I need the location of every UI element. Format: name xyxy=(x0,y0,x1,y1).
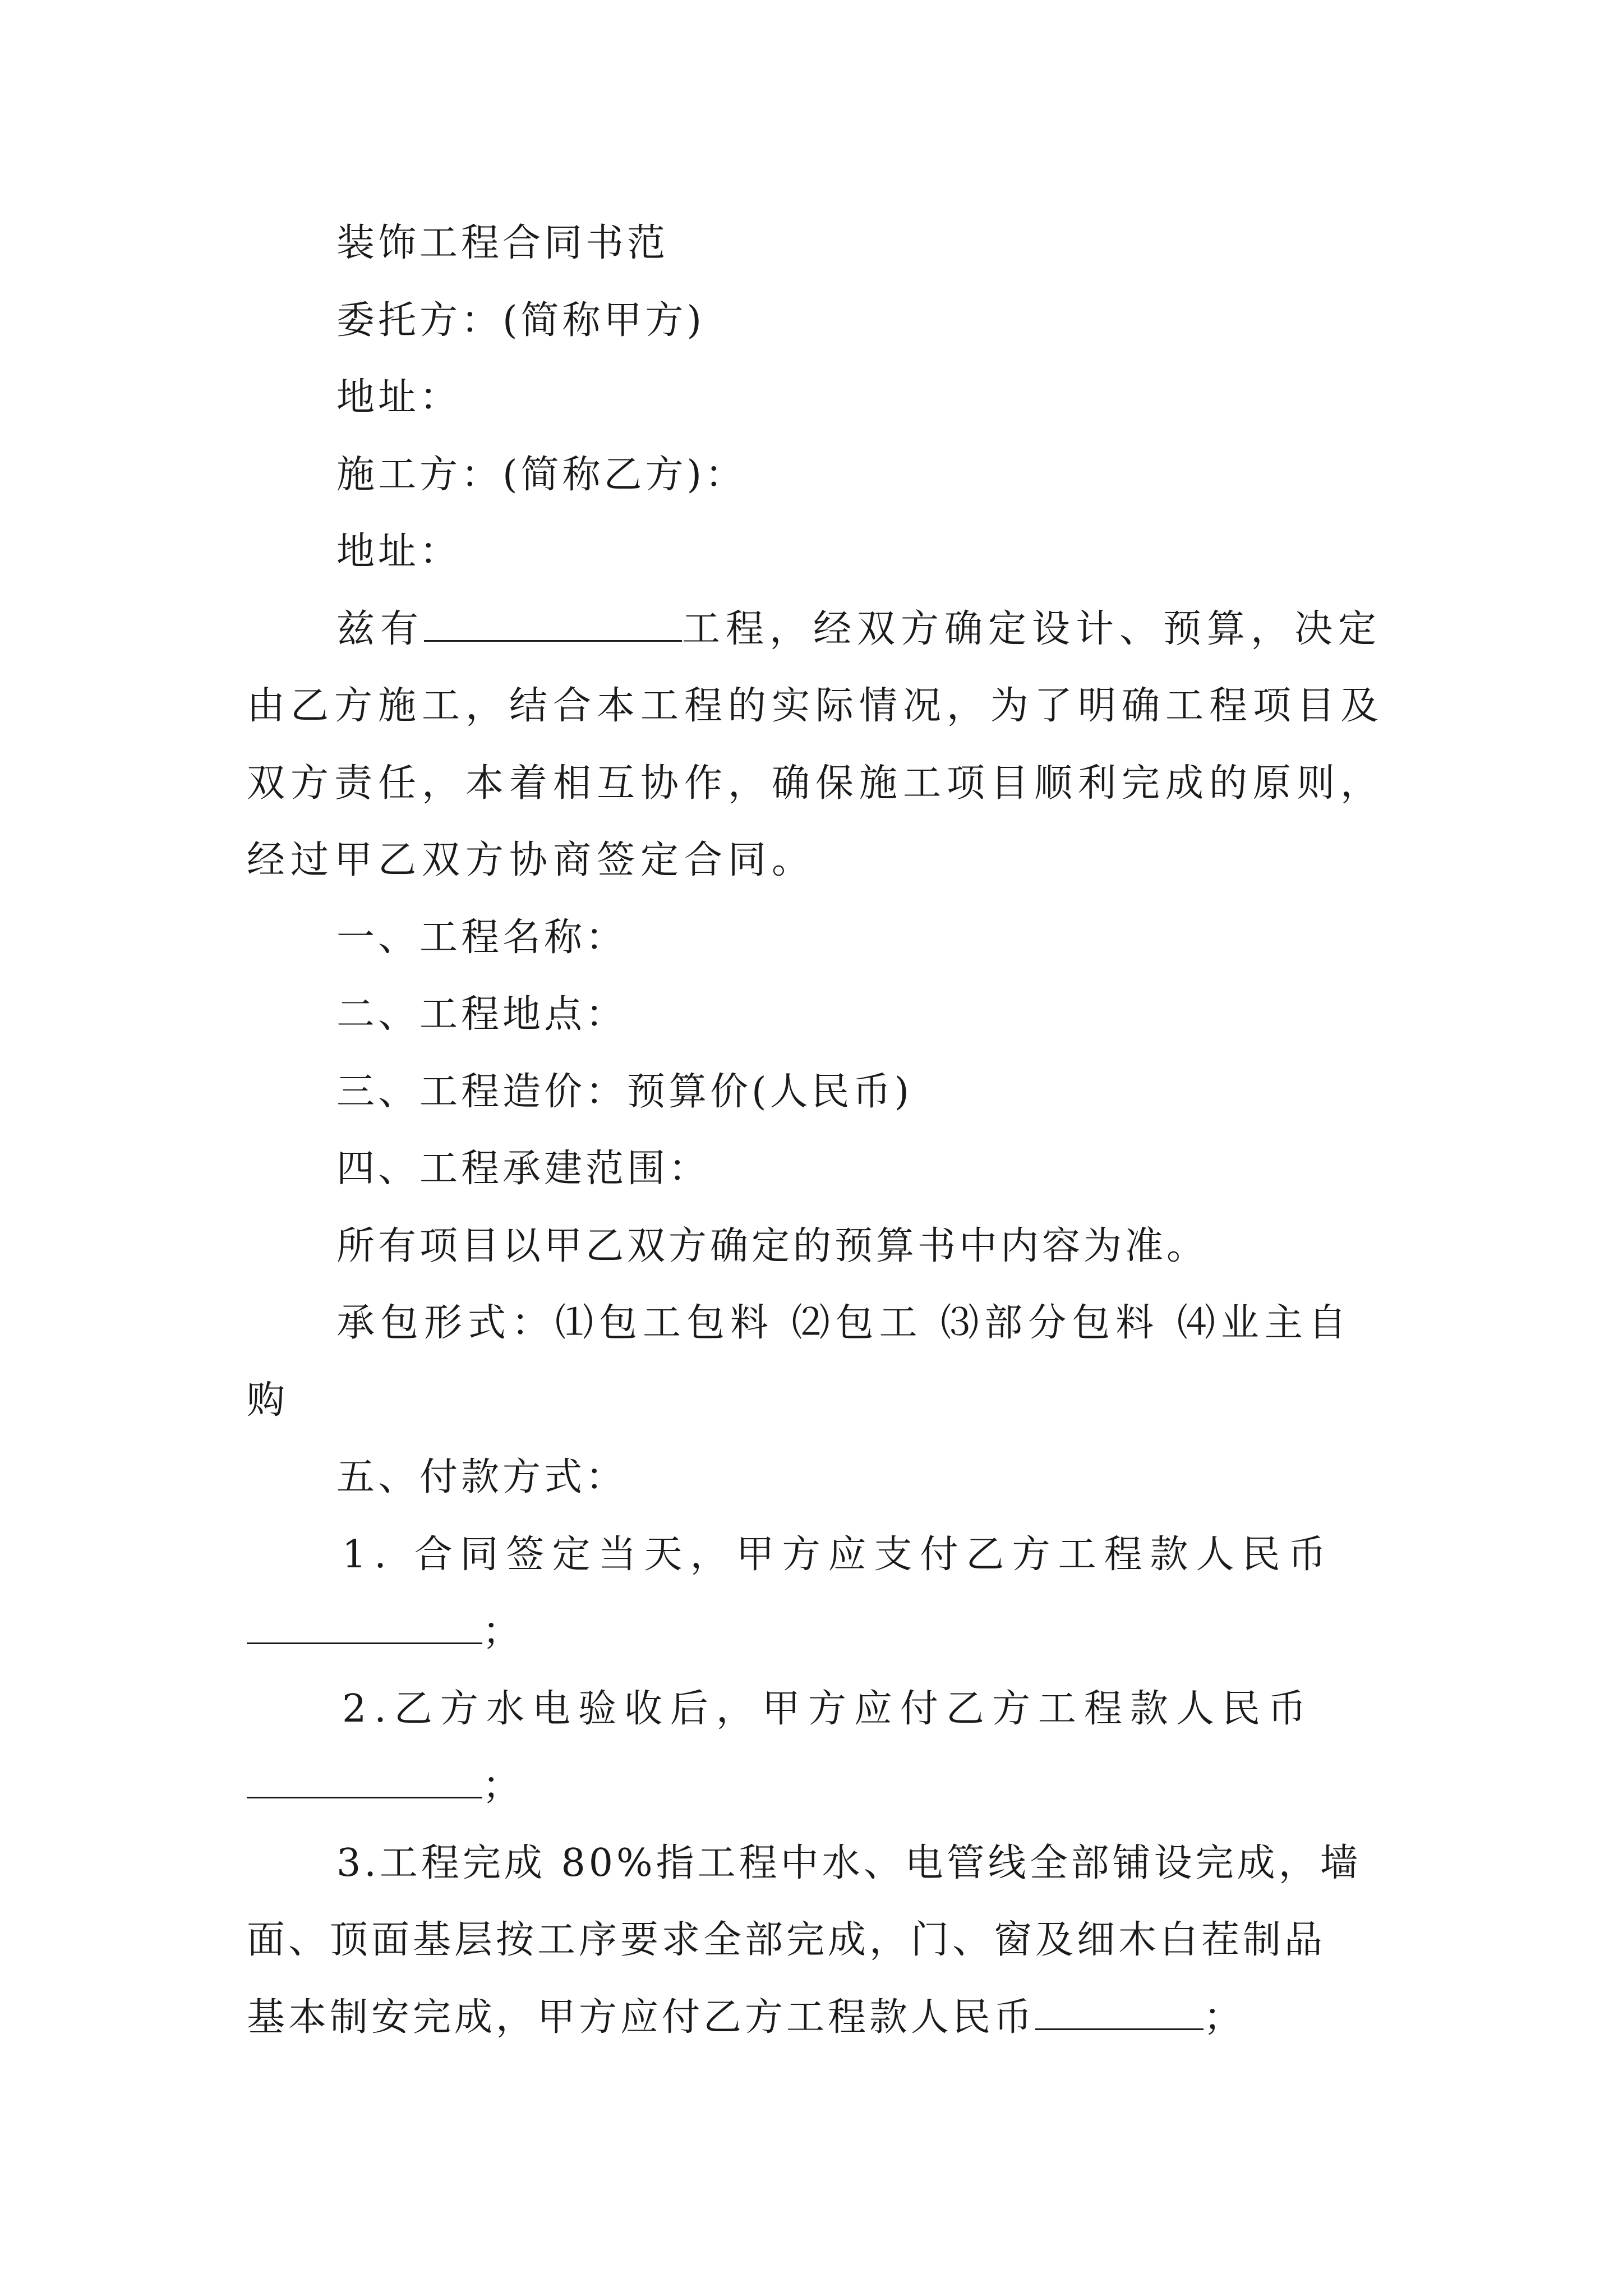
payment-3-line-3-prefix: 基本制安完成，甲方应付乙方工程款人民币 xyxy=(247,1995,1036,2040)
payment-1-line-1: 1. 合同签定当天，甲方应支付乙方工程款人民币 xyxy=(342,1533,1334,1577)
section-1-project-name: 一、工程名称： xyxy=(336,915,628,960)
contractor-line: 施工方：(简称乙方)： xyxy=(336,453,747,497)
payment-3-line-3 xyxy=(247,1995,1246,2040)
payment-3-line-2: 面、顶面基层按工序要求全部完成，门、窗及细木白茬制品 xyxy=(247,1918,1326,1962)
payment-3-amount-blank xyxy=(1035,1999,1204,2030)
intro-line-3: 双方责任，本着相互协作，确保施工项目顺利完成的原则， xyxy=(247,761,1385,806)
intro-line-1-suffix: 工程，经双方确定设计、预算，决定 xyxy=(682,607,1382,651)
intro-line-4: 经过甲乙双方协商签定合同。 xyxy=(247,838,816,882)
section-4-scope-body: 所有项目以甲乙双方确定的预算书中内容为准。 xyxy=(336,1224,1209,1268)
payment-3-line-3-suffix: ； xyxy=(1204,1995,1246,2040)
payment-2-line-1: 2.乙方水电验收后，甲方应付乙方工程款人民币 xyxy=(342,1687,1314,1731)
payment-1-line-2-suffix: ； xyxy=(482,1609,521,1654)
intro-line-1 xyxy=(336,607,1382,651)
intro-line-1-prefix: 兹有 xyxy=(336,607,425,651)
payment-2-line-2 xyxy=(247,1764,521,1808)
client-address-line: 地址： xyxy=(336,375,462,420)
payment-2-line-2-suffix: ； xyxy=(482,1764,521,1808)
contractor-address-line: 地址： xyxy=(336,530,462,574)
payment-1-amount-blank xyxy=(247,1613,482,1644)
section-3-project-cost: 三、工程造价：预算价(人民币) xyxy=(336,1070,913,1114)
section-4-scope: 四、工程承建范围： xyxy=(336,1147,711,1191)
section-5-payment: 五、付款方式： xyxy=(336,1455,628,1499)
client-line: 委托方：(简称甲方) xyxy=(336,298,706,343)
payment-3-line-1: 3.工程完成 80%指工程中水、电管线全部铺设完成，墙 xyxy=(336,1841,1362,1885)
payment-2-amount-blank xyxy=(247,1768,482,1798)
intro-line-2: 由乙方施工，结合本工程的实际情况，为了明确工程项目及 xyxy=(247,684,1385,728)
contract-form-line-2: 购 xyxy=(247,1378,285,1423)
project-name-blank xyxy=(424,611,682,642)
contract-form-line-1: 承包形式：⑴包工包料 ⑵包工 ⑶部分包料 ⑷业主自 xyxy=(336,1301,1352,1345)
payment-1-line-2 xyxy=(247,1609,521,1654)
section-2-project-location: 二、工程地点： xyxy=(336,992,628,1037)
document-title: 装饰工程合同书范 xyxy=(336,221,669,265)
